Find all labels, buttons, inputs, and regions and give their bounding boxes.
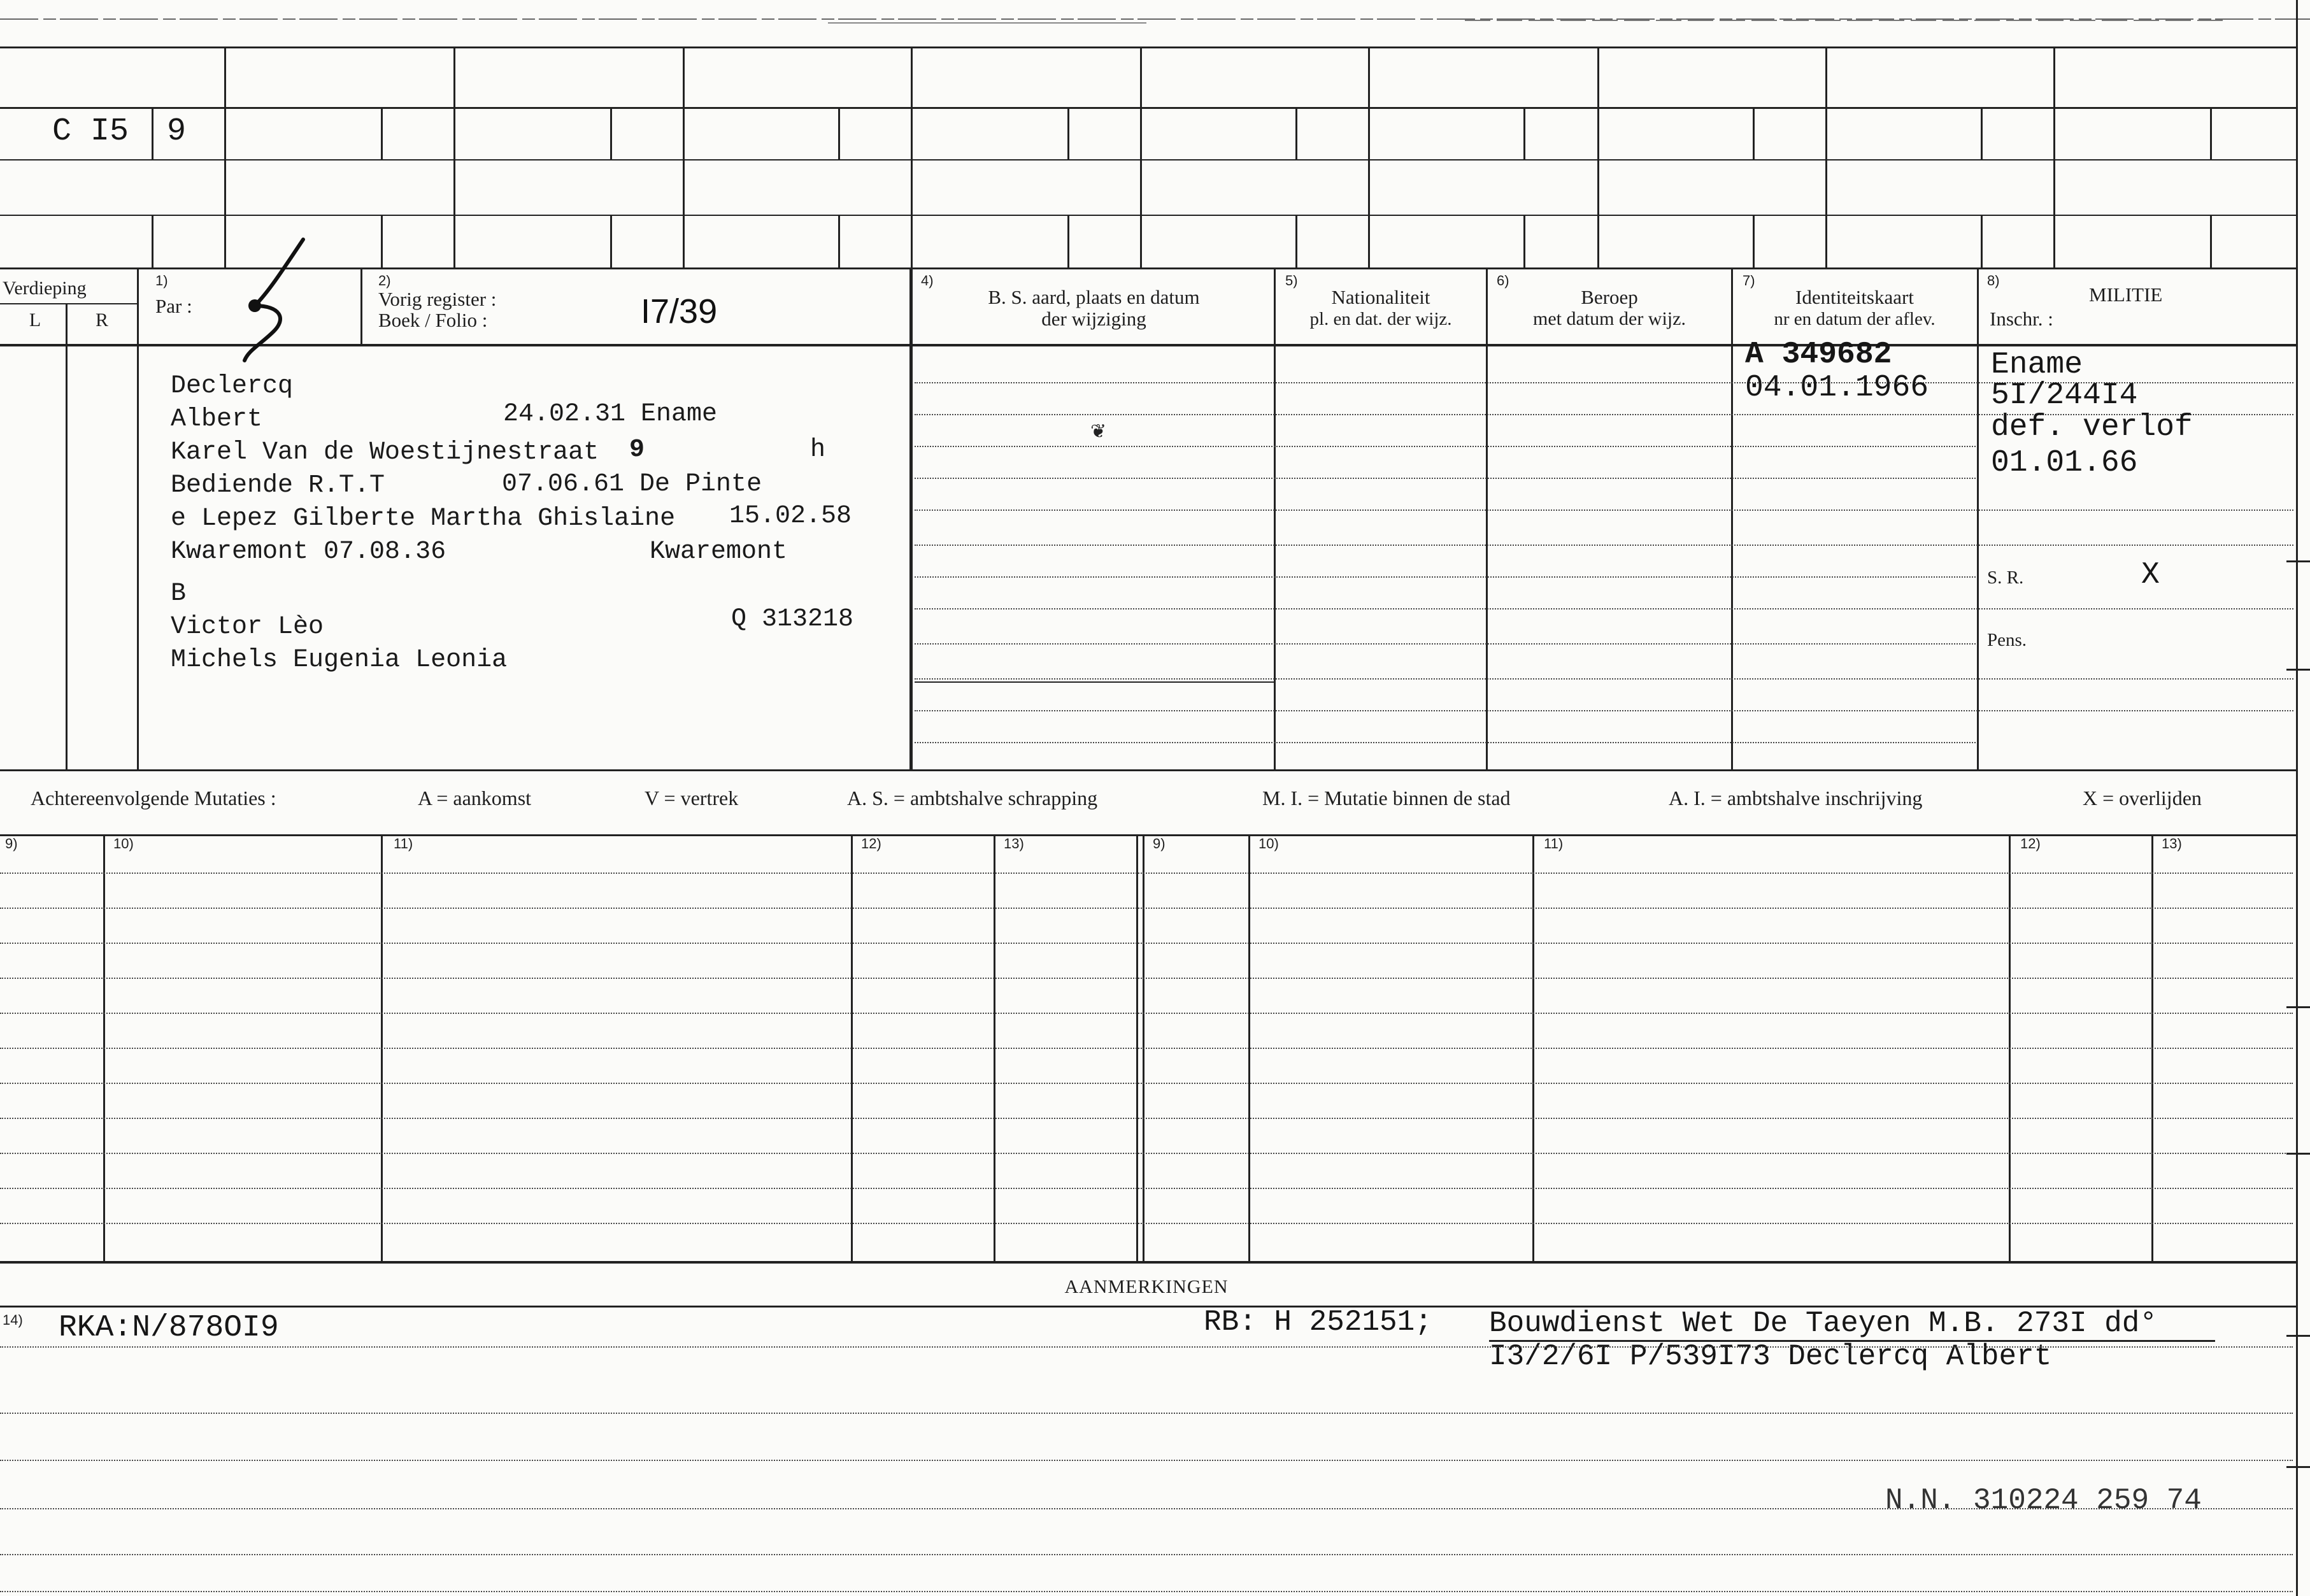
spouse-date: 15.02.58: [729, 502, 852, 531]
surname: Declercq: [171, 372, 294, 401]
col-13-left: 13): [1004, 836, 1024, 851]
spouse-place: Kwaremont: [650, 538, 788, 566]
verdieping-label: Verdieping: [3, 278, 87, 299]
beroep-line2: met datum der wijz.: [1533, 308, 1686, 329]
vorig-register-label: Vorig register :: [378, 288, 497, 310]
col-13-right: 13): [2162, 836, 2182, 851]
beroep-num: 6): [1497, 273, 1509, 289]
mutaties-title: Achtereenvolgende Mutaties :: [31, 787, 276, 809]
par-label: Par :: [155, 295, 192, 317]
street: Karel Van de Woestijnestraat: [171, 438, 599, 467]
sr-label: S. R.: [1987, 567, 2024, 588]
nn-number: N.N. 310224 259 74: [1885, 1484, 2202, 1517]
nat-num: 5): [1285, 273, 1298, 289]
aanmerkingen-title: AANMERKINGEN: [1064, 1276, 1229, 1297]
pens-label: Pens.: [1987, 630, 2027, 650]
bs-num: 4): [921, 273, 934, 289]
firstname: Albert: [171, 405, 263, 434]
spouse-birth: Kwaremont 07.08.36: [171, 538, 446, 566]
ink-mark: ❦: [1090, 421, 1107, 442]
id-num: 7): [1743, 273, 1755, 289]
code-b: B: [171, 580, 187, 608]
col-9-left: 9): [5, 836, 18, 851]
mil-number: 5I/244I4: [1991, 378, 2138, 413]
mutatie-ai: A. I. = ambtshalve inschrijving: [1669, 787, 1923, 809]
id-line1: Identiteitskaart: [1795, 286, 1914, 308]
col-10-left: 10): [113, 836, 134, 851]
mutatie-v: V = vertrek: [645, 787, 739, 809]
mil-place: Ename: [1991, 348, 2083, 382]
bs-line2: der wijziging: [1041, 308, 1146, 330]
id-number: A 349682: [1745, 338, 1892, 372]
l-label: L: [29, 310, 41, 331]
mutatie-mi: M. I. = Mutatie binnen de stad: [1262, 787, 1511, 809]
index-code: C I5: [52, 113, 129, 150]
rb: RB: H 252151;: [1204, 1306, 1432, 1339]
h-mark: h: [810, 436, 826, 464]
rka: RKA:N/878OI9: [59, 1311, 279, 1345]
aanmerkingen-num: 14): [3, 1312, 23, 1328]
scan-edge: [0, 0, 2310, 25]
father: Victor Lèo: [171, 613, 324, 641]
nat-line2: pl. en dat. der wijz.: [1309, 309, 1452, 329]
mutatie-as: A. S. = ambtshalve schrapping: [847, 787, 1098, 809]
register-value: I7/39: [641, 292, 718, 331]
r-label: R: [95, 310, 108, 331]
mil-num: 8): [1987, 273, 2000, 289]
col-12-right: 12): [2020, 836, 2041, 851]
col-11-left: 11): [394, 836, 413, 851]
mil-inschr-label: Inschr. :: [1990, 308, 2053, 330]
col-12-left: 12): [861, 836, 881, 851]
nat-line1: Nationaliteit: [1331, 286, 1430, 308]
beroep-line1: Beroep: [1581, 286, 1638, 308]
col-10-right: 10): [1258, 836, 1279, 851]
bs-line1: B. S. aard, plaats en datum: [988, 286, 1200, 308]
col-11-right: 11): [1544, 836, 1564, 851]
mutatie-a: A = aankomst: [418, 787, 532, 809]
id-date: 04.01.1966: [1745, 371, 1929, 405]
vorig-num: 2): [378, 273, 391, 289]
spouse: e Lepez Gilberte Martha Ghislaine: [171, 504, 676, 533]
birth: 24.02.31 Ename: [503, 400, 718, 429]
bouwdienst-line1: Bouwdienst Wet De Taeyen M.B. 273I dd°: [1489, 1307, 2157, 1340]
par-signature-mark: [242, 236, 318, 369]
mil-title: MILITIE: [2089, 283, 2163, 306]
index-number: 9: [167, 113, 187, 150]
occupation-date: 07.06.61 De Pinte: [502, 470, 762, 499]
id-line2: nr en datum der aflev.: [1774, 309, 1936, 329]
house-number: 9: [629, 436, 645, 464]
col-9-right: 9): [1153, 836, 1166, 851]
q-code: Q 313218: [731, 605, 854, 634]
mil-status: def. verlof: [1991, 410, 2193, 445]
sr-value: X: [2141, 558, 2160, 592]
par-num: 1): [155, 273, 168, 289]
bouwdienst-line2: I3/2/6I P/539I73 Declercq Albert: [1489, 1340, 2052, 1373]
boek-folio-label: Boek / Folio :: [378, 309, 488, 331]
mother: Michels Eugenia Leonia: [171, 646, 508, 674]
mutatie-x: X = overlijden: [2083, 787, 2202, 809]
occupation: Bediende R.T.T: [171, 471, 385, 500]
mil-date: 01.01.66: [1991, 446, 2138, 480]
